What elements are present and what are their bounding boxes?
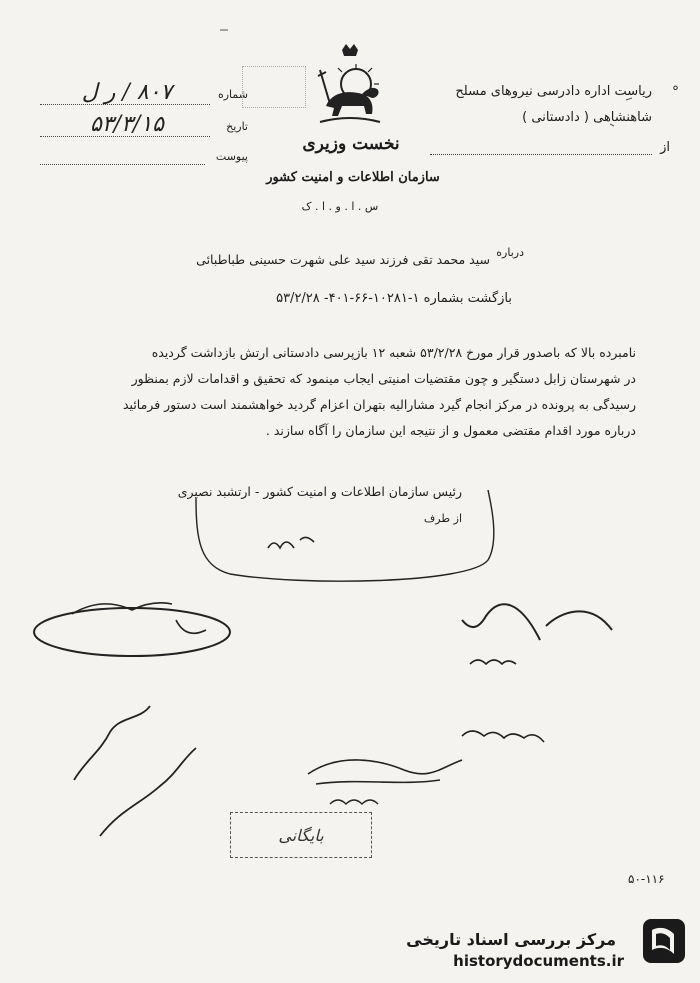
body-line: درباره مورد اقدام مقتضی معمول و از نتیجه این سازمان را آگاه سازند . [265,423,636,438]
reference-number: بازگشت بشماره ۱-۱۰۲۸۱-۶۶-۴۰۱- ۵۳/۲/۲۸ [276,291,512,306]
watermark-title: مرکز بررسی اسناد تاریخی [406,930,616,949]
number-label: شماره [217,88,248,101]
on-behalf-label: از طرف [423,512,462,525]
archive-stamp [230,812,372,858]
faint-stamp-top [242,66,306,108]
corner-mark: ° [672,84,679,100]
organization-code: س . ا . و . ا . ک [301,200,379,213]
watermark-url: historydocuments.ir [453,952,624,970]
document-code: ۵۰-۱۱۶ [628,872,665,886]
date-label: تاریخ [226,120,248,133]
number-value: ۸۰۷ / ر ل [81,80,173,105]
date-value: ۵۳/۳/۱۵ [90,112,164,137]
body-line: نامبرده بالا که باصدور قرار مورخ ۵۳/۲/۲۸ شعبه ۱۲ بازپرسی دادستانی ارتش بازداشت گردیده [151,345,636,360]
recipient-line-3: از [430,140,670,155]
recipient-line-1: ریاست اداره دادرسی نیروهای مسلح [455,84,652,99]
signatory-line: رئیس سازمان اطلاعات و امنیت کشور - ارتشبد نصیری [177,484,462,499]
attachment-label: پیوست [215,150,248,163]
ministry-title: نخست وزیری [302,134,400,154]
archive-logo-icon [642,918,686,964]
recipient-line-2: شاهنشاهی ( دادستانی ) [522,110,652,125]
body-line: در شهرستان زابل دستگیر و چون مقتضیات امنیتی ایجاب مینمود که تحقیق و اقدامات لازم بمنظور [131,371,636,386]
body-line: رسیدگی به پرونده در مرکز انجام گیرد مشارالیه بتهران اعزام گردید خواهشمند است دستور فرمائید [122,397,636,412]
organization-name: سازمان اطلاعات و امنیت کشور [266,170,440,185]
subject-text: سید محمد تقی فرزند سید علی شهرت حسینی طباطبائی [196,252,490,267]
subject-label: درباره [496,246,524,259]
archive-stamp-text: بایگانی [278,825,324,845]
